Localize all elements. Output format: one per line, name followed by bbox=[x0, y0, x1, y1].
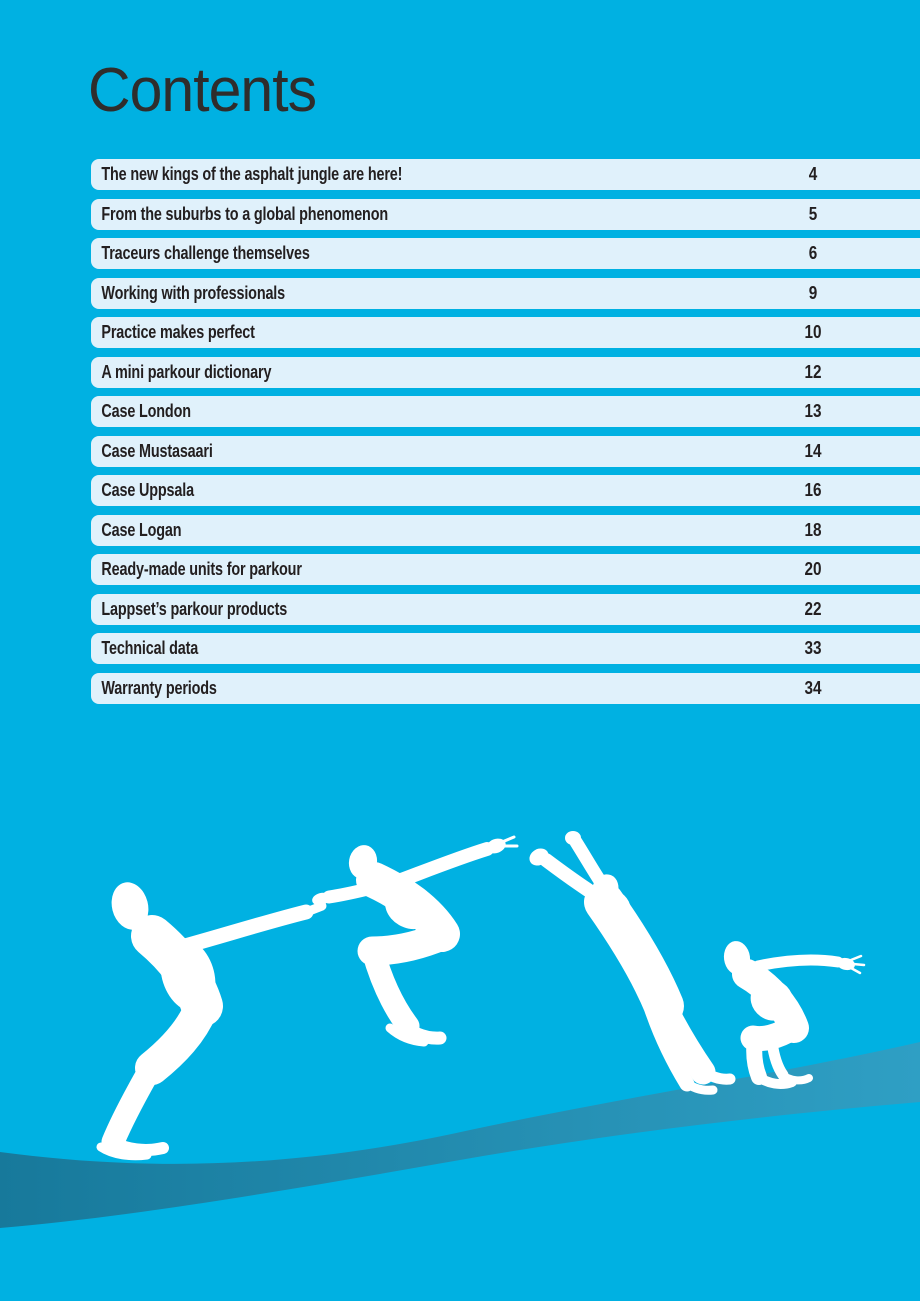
toc-entry-label: From the suburbs to a global phenomenon bbox=[101, 203, 388, 224]
bottom-wave bbox=[0, 1042, 920, 1228]
toc-entry-page: 10 bbox=[804, 322, 822, 342]
toc-entry-label: Lappset’s parkour products bbox=[101, 598, 288, 619]
toc-entry-label: Technical data bbox=[101, 638, 199, 658]
toc-row-1[interactable] bbox=[91, 159, 920, 190]
toc-row-5[interactable] bbox=[91, 317, 920, 348]
toc-row-6[interactable] bbox=[91, 357, 920, 388]
toc-entry-page: 22 bbox=[804, 598, 822, 619]
toc-row-14[interactable] bbox=[91, 673, 920, 704]
toc-entry-label: Practice makes perfect bbox=[101, 322, 255, 342]
parkour-figure-flying-leap bbox=[526, 831, 730, 1090]
toc-entry-page: 16 bbox=[804, 480, 822, 500]
toc-entry-page: 20 bbox=[804, 559, 822, 579]
toc-row-9[interactable] bbox=[91, 475, 920, 506]
toc-entry-label: Traceurs challenge themselves bbox=[101, 243, 310, 263]
toc-entry-label: Ready-made units for parkour bbox=[101, 559, 302, 579]
toc-row-3[interactable] bbox=[91, 238, 920, 269]
toc-entry-page: 4 bbox=[808, 164, 818, 184]
toc-entry-label: Working with professionals bbox=[101, 282, 286, 303]
toc-entry-page: 13 bbox=[804, 401, 822, 421]
toc-row-4[interactable] bbox=[91, 278, 920, 309]
toc-entry-label: The new kings of the asphalt jungle are here! bbox=[101, 164, 403, 184]
toc-row-13[interactable] bbox=[91, 633, 920, 664]
toc-entry-label: Case Mustasaari bbox=[101, 440, 213, 461]
toc-row-2[interactable] bbox=[91, 199, 920, 230]
toc-entry-page: 34 bbox=[804, 677, 822, 698]
toc-entry-label: Warranty periods bbox=[101, 677, 217, 698]
toc-entry-page: 9 bbox=[808, 282, 818, 303]
toc-row-12[interactable] bbox=[91, 594, 920, 625]
toc-entry-label: Case London bbox=[101, 401, 191, 421]
toc-entry-page: 33 bbox=[804, 638, 822, 658]
toc-row-7[interactable] bbox=[91, 396, 920, 427]
toc-row-8[interactable] bbox=[91, 436, 920, 467]
page-title: Contents bbox=[88, 56, 317, 125]
toc-entry-page: 6 bbox=[808, 243, 818, 263]
parkour-figure-crouch-landing bbox=[722, 939, 864, 1084]
toc-entry-label: Case Logan bbox=[101, 519, 182, 540]
toc-entry-label: Case Uppsala bbox=[101, 480, 194, 500]
toc-row-10[interactable] bbox=[91, 515, 920, 546]
toc-entry-page: 18 bbox=[804, 519, 822, 540]
toc-entry-page: 5 bbox=[808, 203, 818, 224]
toc-entry-page: 12 bbox=[804, 361, 822, 382]
toc-entry-page: 14 bbox=[804, 440, 822, 461]
toc-list bbox=[91, 159, 920, 712]
parkour-figure-lean-back bbox=[101, 878, 322, 1155]
toc-row-11[interactable] bbox=[91, 554, 920, 585]
toc-entry-label: A mini parkour dictionary bbox=[101, 361, 272, 382]
parkour-figure-tuck-jump bbox=[311, 836, 517, 1042]
